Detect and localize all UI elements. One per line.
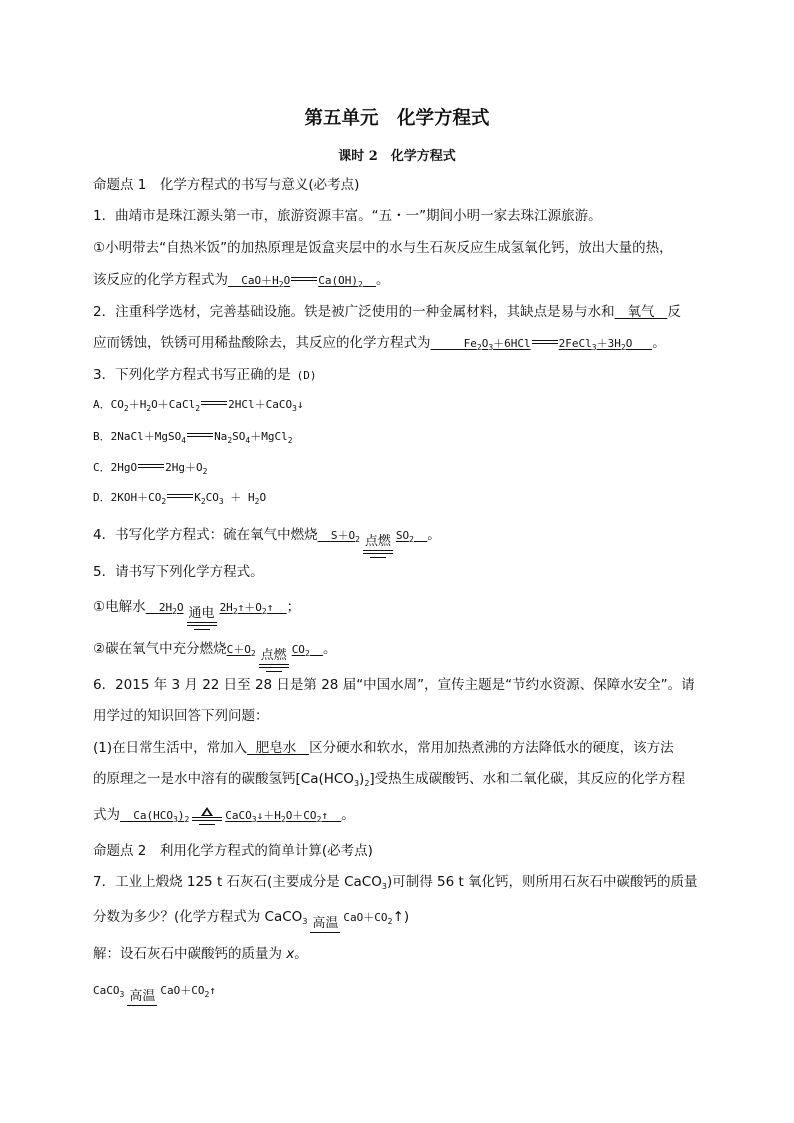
q6-part1-line1: (1)在日常生活中，常加入 肥皂水 区分硬水和软水，常用加热煮沸的方法降低水的硬度，该方法: [93, 740, 674, 756]
q5-part1: ①电解水 $2H_2O$ 通电 $2H_2↑+O_2↑$ ；: [93, 598, 300, 630]
q1-stem: 1．曲靖市是珠江源头第一市，旅游资源丰富。“五・一”期间小明一家去珠江源旅游。: [93, 208, 602, 224]
variable-x: x: [286, 946, 295, 962]
q3-option-d: D．$2KOH+CO_2$ $K_2CO_3 + H_2O$: [93, 491, 267, 506]
q3-option-b: B．2NaCl＋MgSO$_4$ $Na_2SO_4+MgCl_2$: [93, 430, 293, 445]
section-heading-2: 命题点 2 利用化学方程式的简单计算(必考点): [93, 843, 373, 859]
q2-line2: 应而锈蚀，铁锈可用稀盐酸除去，其反应的化学方程式为 $Fe_2O_3+6HCl$ $2FeCl_3+3H_2O$ 。: [93, 335, 666, 352]
q3-answer: (D): [296, 369, 317, 382]
q6-line1: 6．2015 年 3 月 22 日至 28 日是第 28 届“中国水周”，宣传主题是“节约水资源、保障水安全”。请: [93, 677, 695, 693]
q4-line: 4．书写化学方程式：硫在氧气中燃烧 $S+O_2$ 点燃 $SO_2$ 。: [93, 526, 441, 558]
q4-answer: $S+O_2$: [330, 529, 360, 544]
page-title: 第五单元 化学方程式: [304, 108, 490, 129]
q1-prompt: 该反应的化学方程式为: [93, 272, 228, 288]
q6-part1-line3: 式为 $Ca(HCO_3)_2$ $CaCO_3↓+H_2O+CO_2↑$ 。: [93, 807, 355, 824]
q3-option-c: C．2HgO $2Hg+O_2$: [93, 461, 208, 476]
q1-part1-answer-line: 该反应的化学方程式为 $CaO+H_2O$ $Ca(OH)_2$ 。: [93, 272, 390, 289]
q2-line1: 2．注重科学选材，完善基础设施。铁是被广泛使用的一种金属材料，其缺点是易与水和 氧气 反: [93, 304, 681, 320]
q5-part2-answer: $C+O_2$: [226, 643, 256, 658]
q5-stem: 5．请书写下列化学方程式。: [93, 564, 264, 580]
q6-line2: 用学过的知识回答下列问题：: [93, 708, 269, 724]
q4-condition: 点燃: [363, 535, 393, 558]
q2-blank-answer: 氧气: [627, 304, 655, 320]
q3-stem: 3．下列化学方程式书写正确的是 (D): [93, 367, 317, 383]
q6-blank-answer: 肥皂水: [255, 740, 297, 756]
q5-part2: ②碳在氧气中充分燃烧$C+O_2$ 点燃 $CO_2$ 。: [93, 640, 337, 672]
q2-answer: $Fe_2O_3+6HCl$ $2FeCl_3+3H_2O$: [463, 337, 653, 352]
q1-part1: ①小明带去“自热米饭”的加热原理是饭盒夹层中的水与生石灰反应生成氢氧化钙，放出大量的热，: [93, 240, 673, 256]
heat-triangle-icon: [192, 807, 222, 825]
q7-solution-line: 解：设石灰石中碳酸钙的质量为 x。: [93, 946, 308, 962]
q5-part1-answer: $2H_2O$: [158, 601, 184, 616]
page-subtitle: 课时 2 化学方程式: [338, 149, 456, 164]
q6-answer: $Ca(HCO_3)_2$: [133, 809, 190, 824]
q7-equation: CaCO$_3$ 高温 $CaO+CO_2↑$: [93, 984, 216, 1004]
q6-part1-line2: 的原理之一是水中溶有的碳酸氢钙$[Ca(HCO_3)_2]$受热生成碳酸钙、水和二氧化碳，其反应的化学方程: [93, 771, 686, 788]
q3-option-a: A．$CO_2+H_2O+CaCl_2$ 2HCl＋CaCO$_3$↓: [93, 398, 304, 413]
q1-answer: $CaO+H_2O$ $Ca(OH)_2$: [241, 274, 363, 289]
q7-line1: 7．工业上煅烧 125 t 石灰石(主要成分是 CaCO$_3$)可制得 56 t 氧化钙，则所用石灰石中碳酸钙的质量: [93, 874, 698, 891]
section-heading-1: 命题点 1 化学方程式的书写与意义(必考点): [93, 177, 360, 193]
q7-line2: 分数为多少？(化学方程式为 CaCO$_3$ 高温 $CaO+CO_2↑$): [93, 909, 410, 931]
